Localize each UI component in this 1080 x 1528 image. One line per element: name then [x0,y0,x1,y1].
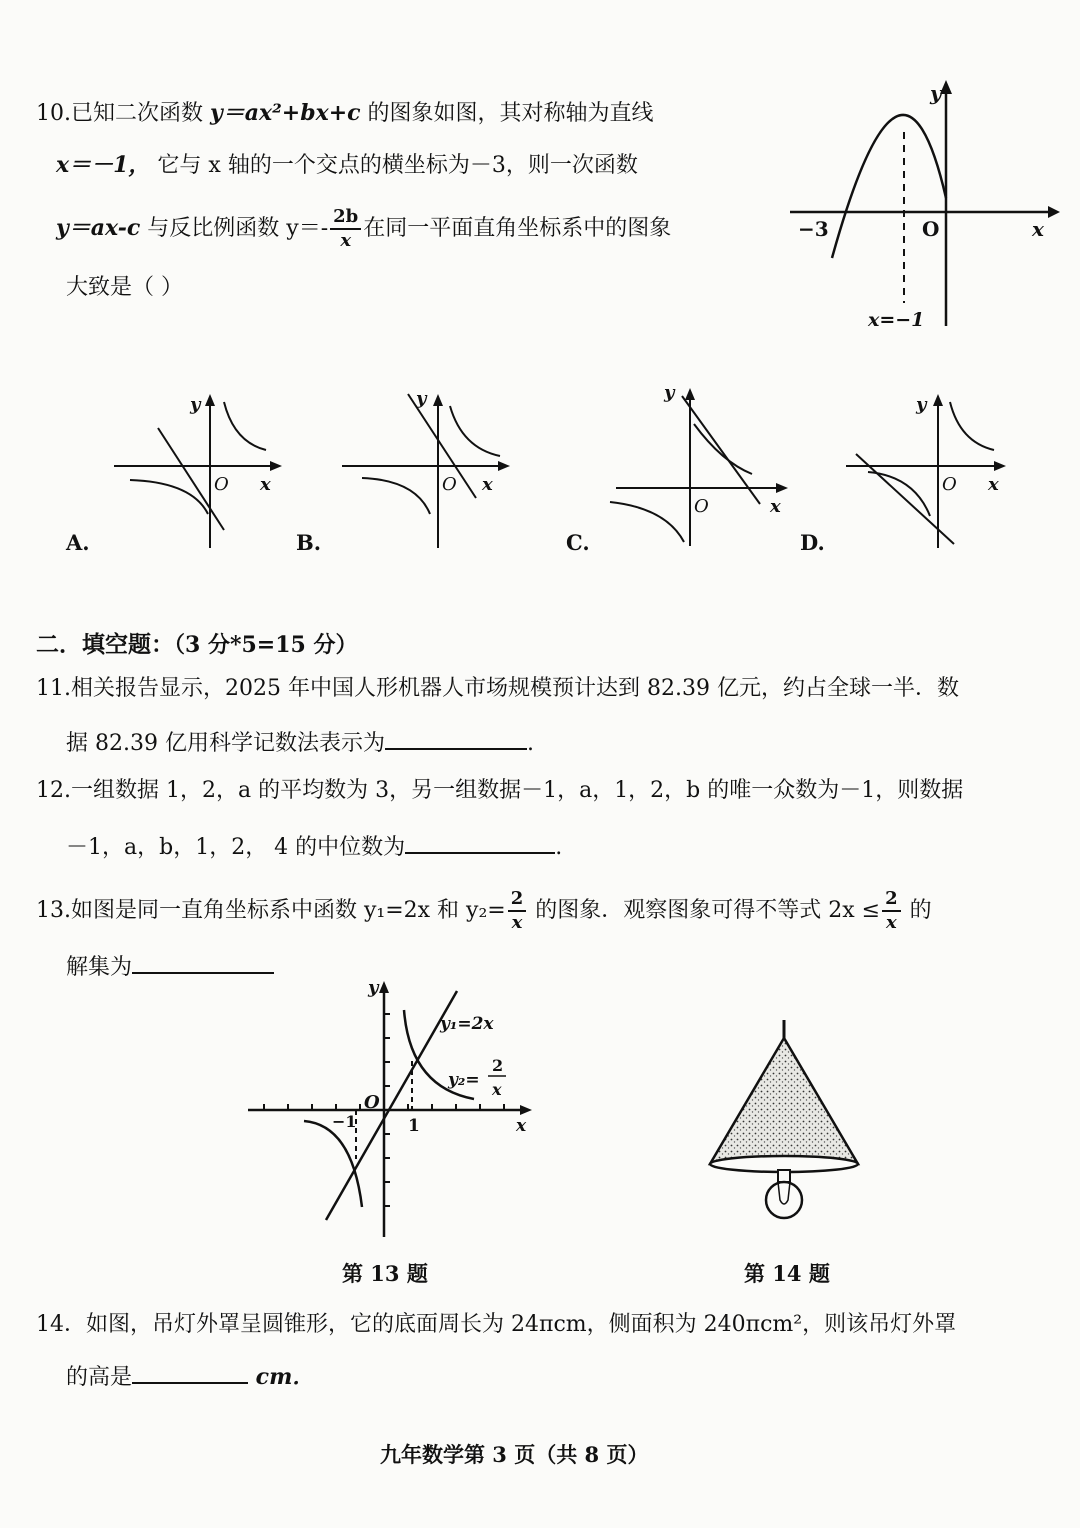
q10-linear-function: y＝ax-c [56,215,141,241]
svg-text:y: y [416,388,427,409]
svg-text:x: x [770,496,781,517]
q14-unit: cm． [248,1364,315,1390]
q13-line1-middle: 的图象．观察图象可得不等式 2x ≤ [528,898,881,923]
q13-y2-denominator: x [492,1080,502,1099]
q10-x-label: x [1032,217,1044,241]
section2-score: （3 分*5=15 分） [174,632,358,658]
option-c-graph [600,378,800,548]
option-b-label[interactable]: B. [296,530,322,555]
q11-line1: 11.相关报告显示，2025 年中国人形机器人市场规模预计达到 82.39 亿元，约占全球一半．数 [36,676,959,701]
q12-line2 [66,830,562,863]
q12-line1: 12.一组数据 1，2，a 的平均数为 3，另一组数据－1，a，1，2，b 的唯一众数为－1，则数据 [36,778,964,803]
section2-heading [36,630,358,661]
svg-text:y: y [664,382,675,403]
arrow-up-icon [379,981,389,993]
q13-origin-label: O [364,1092,380,1113]
q10-origin-label: O [922,217,940,241]
q13-answer-blank[interactable] [132,950,274,974]
q11-line2-text: 据 82.39 亿用科学记数法表示为 [66,731,385,756]
svg-text:y: y [916,394,927,415]
q10-line2-text: 它与 x 轴的一个交点的横坐标为－3，则一次函数 [150,153,638,178]
q13-tick-1-label: 1 [408,1116,420,1136]
q13-line1-suffix: 的 [902,898,932,923]
svg-text:x: x [260,474,271,495]
arrow-right-icon [1048,206,1060,218]
svg-text:y: y [190,394,201,415]
q13-fraction-1: $\frac{2}{x}$ [508,890,527,932]
q10-line1-prefix: 10.已知二次函数 [36,101,210,126]
q14-socket [778,1170,790,1182]
q13-y2-numerator: 2 [492,1056,504,1075]
q13-fraction-2: $\frac{2}{x}$ [882,890,901,932]
q11-line2 [66,726,534,759]
q13-tick-m1-label: −1 [332,1112,357,1131]
svg-text:x: x [988,474,999,495]
q14-lamp-figure [700,1018,870,1228]
q13-y-label: y [368,977,379,998]
q13-x-label: x [516,1116,527,1136]
q13-caption: 第 13 题 [342,1261,428,1286]
arrow-up-icon [685,388,695,400]
q14-line2 [66,1360,314,1393]
q13-line1 [36,890,932,932]
page-footer: 九年数学第 3 页（共 8 页） [380,1442,649,1467]
q10-fraction-numerator: 2b [330,208,361,230]
arrow-up-icon [205,394,215,406]
q13-line2 [66,950,274,983]
arrow-up-icon [940,80,952,94]
q12-answer-blank[interactable] [405,830,555,854]
q10-line3-suffix: 在同一平面直角坐标系中的图象 [363,216,672,241]
q10-minus3-label: −3 [798,217,829,241]
svg-text:O: O [694,496,709,517]
q10-line1-suffix: 的图象如图，其对称轴为直线 [360,101,654,126]
option-b-graph [338,390,518,552]
svg-text:O: O [942,474,957,495]
q11-answer-blank[interactable] [385,726,527,750]
q14-caption: 第 14 题 [744,1261,830,1286]
arrow-up-icon [933,394,943,406]
q14-cone-shade [710,1038,858,1164]
arrow-up-icon [433,394,443,406]
option-c-label[interactable]: C. [566,530,590,555]
q10-y-label: y [930,81,942,105]
q10-axis-label: x=−1 [868,309,925,331]
q13-hyperbola-left [304,1121,362,1207]
q10-line1 [36,98,654,129]
q10-line4: 大致是（ ） [66,275,183,300]
q13-line1-prefix: 13.如图是同一直角坐标系中函数 y₁=2x 和 y₂= [36,898,506,923]
arrow-right-icon [270,461,282,471]
option-d-graph [846,390,1026,552]
svg-text:x: x [482,474,493,495]
lightbulb-icon [766,1182,802,1218]
q12-line2-text: －1，a，b，1，2， 4 的中位数为 [66,835,406,860]
section2-title: 二．填空题： [36,631,174,658]
q13-figure [244,975,544,1245]
q13-line2-text: 解集为 [66,955,133,980]
q14-line1: 14．如图，吊灯外罩呈圆锥形，它的底面周长为 24πcm，侧面积为 240πcm²，则该吊灯外罩 [36,1312,957,1337]
arrow-right-icon [498,461,510,471]
q11-end: . [526,731,534,756]
q10-line3 [56,208,671,250]
option-d-label[interactable]: D. [800,530,825,555]
q13-y1-label: y₁=2x [440,1014,494,1034]
q13-y2-label: y₂= [448,1070,480,1090]
q10-symmetry-axis: x＝－1， [56,152,151,178]
q10-fraction-denominator: x [340,230,352,251]
svg-text:O: O [214,474,229,495]
arrow-right-icon [520,1105,532,1115]
q12-end: . [555,835,563,860]
q10-line3-text: 与反比例函数 y＝- [140,216,329,241]
svg-text:O: O [442,474,457,495]
option-a-graph [110,390,290,552]
q10-fraction [330,208,361,250]
option-a-label[interactable]: A. [66,530,90,555]
q10-quadratic-equation: y＝ax²+bx+c [209,100,361,126]
q14-line2-text: 的高是 [66,1365,133,1390]
arrow-right-icon [776,483,788,493]
arrow-right-icon [994,461,1006,471]
q10-parabola-figure [780,78,1060,338]
q13-line-y1 [326,991,457,1220]
q14-answer-blank[interactable] [132,1360,248,1384]
q10-line2 [56,150,638,181]
